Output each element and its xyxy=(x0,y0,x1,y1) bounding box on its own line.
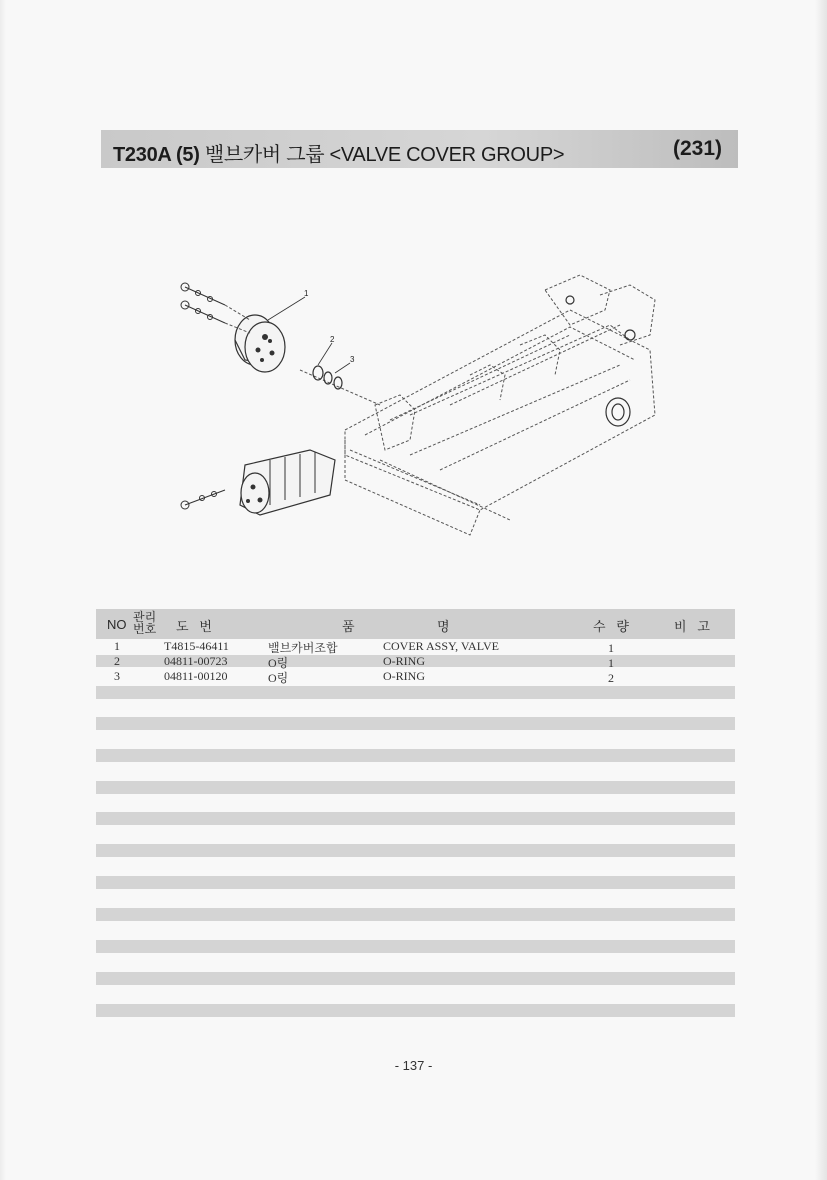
table-stripe xyxy=(96,876,735,889)
header-no: NO xyxy=(107,617,127,632)
header-mgmt-top: 관리 xyxy=(133,610,157,624)
callout-2: 2 xyxy=(330,335,335,344)
page-number: - 137 - xyxy=(394,1058,433,1073)
exploded-parts-diagram xyxy=(150,265,670,545)
header-mgmt-bottom: 번호 xyxy=(133,622,157,636)
header-drawing-no: 도 번 xyxy=(176,619,212,634)
cell-english-name: O-RING xyxy=(383,654,425,668)
table-row xyxy=(96,654,735,669)
table-stripe xyxy=(96,844,735,857)
cell-no: 1 xyxy=(114,639,120,653)
cell-quantity: 2 xyxy=(608,671,614,685)
cell-part-number: 04811-00723 xyxy=(164,654,228,668)
cell-no: 2 xyxy=(114,654,120,668)
table-stripe xyxy=(96,812,735,825)
table-stripe xyxy=(96,781,735,794)
table-stripe xyxy=(96,686,735,699)
cell-english-name: COVER ASSY, VALVE xyxy=(383,639,499,653)
section-header xyxy=(101,130,738,168)
table-stripe xyxy=(96,717,735,730)
cell-no: 3 xyxy=(114,669,120,683)
table-stripe xyxy=(96,749,735,762)
cell-english-name: O-RING xyxy=(383,669,425,683)
model-code: T230A (5) xyxy=(113,144,200,166)
header-name-b: 명 xyxy=(437,619,450,634)
cell-part-number: 04811-00120 xyxy=(164,669,228,683)
header-qty: 수 량 xyxy=(593,619,629,634)
table-stripe xyxy=(96,940,735,953)
callout-1: 1 xyxy=(304,289,309,298)
group-code: (231) xyxy=(672,137,722,160)
cell-part-number: T4815-46411 xyxy=(164,639,229,653)
cell-korean-name: O링 xyxy=(268,671,289,685)
cell-quantity: 1 xyxy=(608,656,614,670)
cell-korean-name: 밸브카버조합 xyxy=(268,641,338,655)
group-title: 밸브카버 그룹 <VALVE COVER GROUP> xyxy=(204,144,565,166)
callout-3: 3 xyxy=(350,355,355,364)
section-title xyxy=(113,138,564,167)
table-stripe xyxy=(96,972,735,985)
table-stripe xyxy=(96,908,735,921)
header-remarks: 비 고 xyxy=(674,619,710,634)
header-name-a: 품 xyxy=(342,619,355,634)
table-header xyxy=(96,609,735,639)
table-row xyxy=(96,669,735,684)
table-row xyxy=(96,639,735,654)
cell-quantity: 1 xyxy=(608,641,614,655)
cell-korean-name: O링 xyxy=(268,656,289,670)
table-stripe xyxy=(96,1004,735,1017)
